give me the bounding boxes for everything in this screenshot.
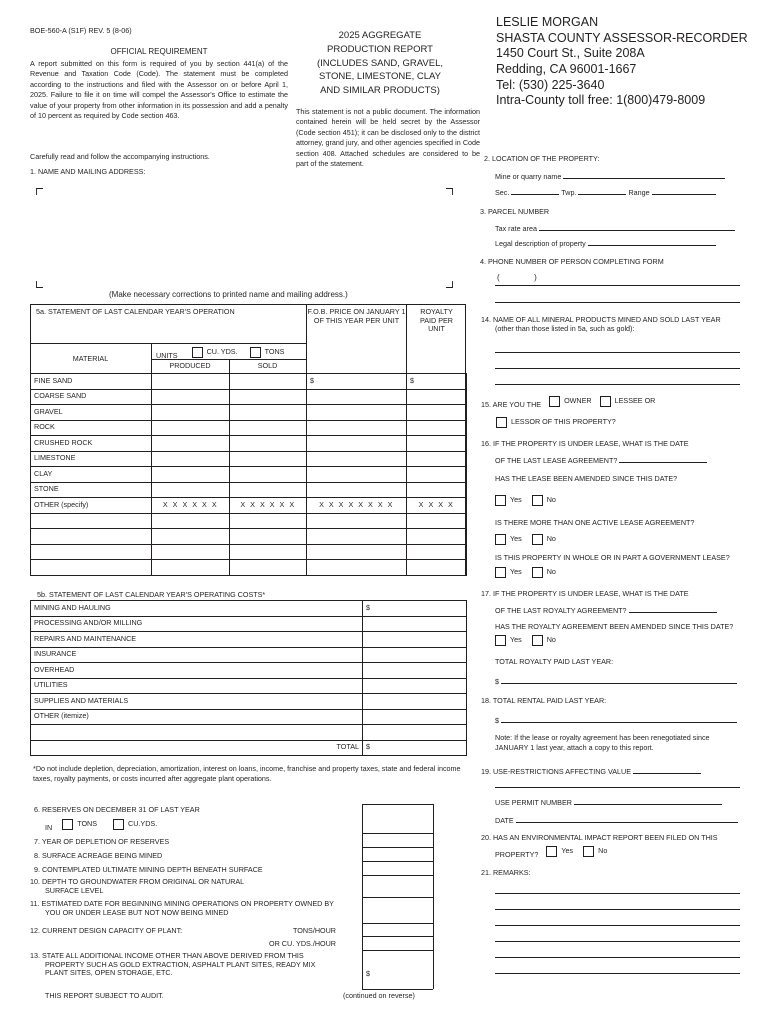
cost-row: [31, 709, 467, 725]
produced-input[interactable]: [152, 389, 230, 405]
q6-cuyds: CU.YDS.: [128, 819, 158, 829]
remarks-line[interactable]: [495, 973, 740, 974]
sec-label: Sec.: [495, 188, 510, 197]
s5b-heading: 5b. STATEMENT OF LAST CALENDAR YEAR'S OPERATING COSTS*: [37, 590, 266, 599]
sold-input[interactable]: [230, 529, 307, 545]
answer-col-top: [362, 804, 433, 805]
permit-row: [495, 796, 722, 808]
cuyds-label: CU. YDS.: [206, 347, 238, 357]
produced-input[interactable]: [152, 544, 230, 560]
sold-input[interactable]: [230, 436, 307, 452]
royalty-xs: X X X X: [407, 498, 467, 514]
more-no-checkbox[interactable]: [532, 534, 543, 545]
cost-input[interactable]: [363, 601, 467, 617]
cost-row: [31, 725, 467, 741]
produced-input[interactable]: [152, 467, 230, 483]
cost-row: [31, 663, 467, 679]
remarks-line[interactable]: [495, 941, 740, 942]
other-row: [31, 529, 467, 545]
q13-line: PROPERTY SUCH AS GOLD EXTRACTION, ASPHALT PLANT SITES, READY MIX: [45, 959, 316, 969]
s5b-rows: [30, 600, 467, 756]
total-input[interactable]: [363, 740, 467, 756]
material-row: [31, 436, 467, 452]
cost-input[interactable]: [363, 709, 467, 725]
q6-label: 6. RESERVES ON DECEMBER 31 OF LAST YEAR: [34, 805, 200, 814]
permit-label: USE PERMIT NUMBER: [495, 798, 572, 807]
confidentiality-text: This statement is not a public document. The information contained herein will be held secret by the Assessor (Code section 451); it can be disclosed only to the district attorney, grand jury, and other agencies specified in Code section 408. Attached schedules are considered to be part of the statement.: [296, 107, 480, 169]
fob-input[interactable]: [307, 389, 407, 405]
lessor-checkbox[interactable]: [496, 417, 507, 428]
sold-input[interactable]: [230, 560, 307, 576]
royalty-amended-yes-checkbox[interactable]: [495, 635, 506, 646]
q16-amended-label: HAS THE LEASE BEEN AMENDED SINCE THIS DATE?: [495, 474, 678, 483]
other-row: [31, 513, 467, 529]
rental-total-input[interactable]: [501, 714, 737, 723]
q19-row: [481, 765, 701, 777]
royalty-dollar: $: [410, 375, 414, 385]
audit-note: THIS REPORT SUBJECT TO AUDIT.: [45, 991, 164, 1000]
q17-amended-label: HAS THE ROYALTY AGREEMENT BEEN AMENDED SINCE THIS DATE?: [495, 622, 734, 631]
use-restrictions-input[interactable]: [633, 765, 701, 774]
q12-label: 12. CURRENT DESIGN CAPACITY OF PLANT:: [30, 926, 183, 935]
official-requirement-heading: OFFICIAL REQUIREMENT: [110, 47, 208, 56]
title-line: STONE, LIMESTONE, CLAY: [319, 71, 441, 83]
eir-yes-checkbox[interactable]: [546, 846, 557, 857]
material-label: COARSE SAND: [31, 389, 152, 405]
produced-input[interactable]: [152, 451, 230, 467]
fob-input[interactable]: [307, 560, 407, 576]
tax-rate-input[interactable]: [539, 222, 735, 231]
total-label: TOTAL: [31, 740, 363, 756]
q17-amended-row: [495, 635, 556, 649]
q20-label: 20. HAS AN ENVIRONMENTAL IMPACT REPORT BEEN FILED ON THIS: [481, 833, 718, 842]
royalty-input[interactable]: [407, 482, 467, 498]
royalty-amended-no-checkbox[interactable]: [532, 635, 543, 646]
permit-number-input[interactable]: [574, 796, 722, 805]
q16-amended-row: [495, 495, 556, 509]
cost-row: [31, 694, 467, 710]
q17-total-label: TOTAL ROYALTY PAID LAST YEAR:: [495, 657, 614, 666]
cost-row: [31, 647, 467, 663]
q7-answer[interactable]: [362, 847, 433, 848]
cost-input[interactable]: [363, 647, 467, 663]
cost-input[interactable]: [363, 678, 467, 694]
assessor-city: Redding, CA 96001-1667: [496, 61, 637, 76]
royalty-date-input[interactable]: [629, 604, 717, 613]
royalty-input[interactable]: [407, 467, 467, 483]
produced-header: PRODUCED: [169, 361, 211, 370]
sold-xs: X X X X X X: [230, 498, 307, 514]
q14-answer-3[interactable]: [495, 384, 740, 385]
cost-label: INSURANCE: [31, 647, 363, 663]
phone-row: [497, 273, 537, 283]
cost-label: OTHER (itemize): [31, 709, 363, 725]
mine-name-label: Mine or quarry name: [495, 172, 562, 181]
q2-mine-row: [495, 170, 725, 182]
material-row: [31, 498, 467, 514]
q15-label: 15. ARE YOU THE: [481, 400, 542, 409]
cost-row: [31, 632, 467, 648]
assessor-street: 1450 Court St., Suite 208A: [496, 46, 645, 61]
gov-no-checkbox[interactable]: [532, 567, 543, 578]
material-row: [31, 451, 467, 467]
q8-label: 8. SURFACE ACREAGE BEING MINED: [34, 851, 163, 860]
lessee-label: LESSEE OR: [614, 396, 656, 406]
q20-property-label: PROPERTY?: [495, 850, 539, 859]
sold-input[interactable]: [230, 513, 307, 529]
q14-answer-2[interactable]: [495, 368, 740, 369]
q16-more-row: [495, 534, 556, 548]
cost-row: [31, 616, 467, 632]
q9-answer[interactable]: [362, 875, 433, 876]
owner-checkbox[interactable]: [549, 396, 560, 407]
q16-gov-row: [495, 567, 556, 581]
fob-input[interactable]: [307, 482, 407, 498]
cost-label: MINING AND HAULING: [31, 601, 363, 617]
q9-label: 9. CONTEMPLATED ULTIMATE MINING DEPTH BENEATH SURFACE: [34, 865, 263, 874]
produced-input[interactable]: [152, 513, 230, 529]
remarks-line[interactable]: [495, 957, 740, 958]
lessor-label: LESSOR OF THIS PROPERTY?: [511, 417, 616, 427]
no-label: No: [546, 495, 556, 505]
q6-units-row: [45, 819, 157, 833]
q17-label: 17. IF THE PROPERTY IS UNDER LEASE, WHAT IS THE DATE: [481, 589, 689, 598]
q6-in: IN: [45, 823, 53, 832]
royalty-input[interactable]: [407, 436, 467, 452]
answer-col-right: [433, 804, 434, 989]
sold-input[interactable]: [230, 405, 307, 421]
assessor-phone: Tel: (530) 225-3640: [496, 77, 605, 92]
other-input[interactable]: [31, 513, 152, 529]
tax-rate-label: Tax rate area: [495, 224, 537, 233]
material-label: LIMESTONE: [31, 451, 152, 467]
q12-cuyds-answer[interactable]: [362, 950, 433, 951]
q1-label: 1. NAME AND MAILING ADDRESS:: [30, 167, 146, 176]
phone-input[interactable]: [495, 285, 740, 286]
address-corner-tr: [446, 188, 453, 195]
cost-label: UTILITIES: [31, 678, 363, 694]
produced-input[interactable]: [152, 482, 230, 498]
no-label: No: [546, 567, 556, 577]
fob-input[interactable]: [307, 374, 407, 390]
footnote-text: Do not include depletion, depreciation, amortization, interest on loans, income, franchise and property taxes, state and federal income taxes, royalty payments, or costs incurred after aggregate plant operations.: [33, 764, 461, 783]
q13-answer[interactable]: [362, 989, 433, 990]
q18-total-row: [495, 714, 737, 726]
cost-dollar: $: [366, 602, 370, 612]
address-corrections-note: (Make necessary corrections to printed name and mailing address.): [109, 290, 348, 299]
phone-paren-open: (: [497, 273, 500, 282]
instructions-note: Carefully read and follow the accompanying instructions.: [30, 152, 210, 161]
q3-label: 3. PARCEL NUMBER: [480, 207, 550, 216]
q6-tons: TONS: [77, 819, 98, 829]
cost-row: [31, 601, 467, 617]
material-row: [31, 467, 467, 483]
footnote-star: *: [33, 764, 36, 773]
fob-input[interactable]: [307, 544, 407, 560]
q15-row: [481, 396, 655, 410]
other-cost-input[interactable]: [31, 725, 363, 741]
q6-answer[interactable]: [362, 833, 433, 834]
total-dollar: $: [366, 742, 370, 752]
no-label: No: [546, 635, 556, 645]
q3-tax-row: [495, 222, 735, 234]
material-header: MATERIAL: [72, 354, 109, 363]
royalty-input[interactable]: [407, 389, 467, 405]
amended-yes-checkbox[interactable]: [495, 495, 506, 506]
s5a-divider: [30, 343, 306, 344]
other-row: [31, 544, 467, 560]
permit-date-input[interactable]: [516, 814, 738, 823]
s5a-heading: 5a. STATEMENT OF LAST CALENDAR YEAR'S OPERATION: [36, 307, 235, 316]
report-title: [310, 29, 450, 98]
sold-input[interactable]: [230, 389, 307, 405]
units-cuyds-checkbox[interactable]: [192, 347, 203, 358]
title-line: PRODUCTION REPORT: [327, 43, 433, 55]
twp-label: Twp.: [561, 188, 577, 197]
cost-label: REPAIRS AND MAINTENANCE: [31, 632, 363, 648]
q12-tons-hour: TONS/HOUR: [293, 926, 336, 935]
royalty-input[interactable]: [407, 529, 467, 545]
q16-date-row: [495, 454, 707, 466]
range-label: Range: [628, 188, 650, 197]
form-id: BOE-560-A (S1F) REV. 5 (8-06): [30, 26, 132, 35]
material-row: [31, 389, 467, 405]
q3-legal-row: [495, 237, 716, 249]
assessor-tollfree: Intra-County toll free: 1(800)479-8009: [496, 93, 706, 108]
eir-no-checkbox[interactable]: [583, 846, 594, 857]
produced-input[interactable]: [152, 420, 230, 436]
no-label: No: [546, 534, 556, 544]
material-label: GRAVEL: [31, 405, 152, 421]
q10-line: SURFACE LEVEL: [45, 885, 104, 895]
phone-paren-close: ): [534, 273, 537, 282]
sold-input[interactable]: [230, 374, 307, 390]
q4-label: 4. PHONE NUMBER OF PERSON COMPLETING FORM: [480, 257, 664, 266]
assessor-name: LESLIE MORGAN: [496, 15, 599, 29]
q18-note: Note: If the lease or royalty agreement has been renegotiated since JANUARY 1 last year, attach a copy to this report.: [495, 733, 710, 752]
fob-input[interactable]: [307, 513, 407, 529]
mailing-address-field[interactable]: [44, 195, 442, 279]
range-input[interactable]: [652, 186, 716, 195]
cost-input[interactable]: [363, 663, 467, 679]
q18-label: 18. TOTAL RENTAL PAID LAST YEAR:: [481, 696, 607, 705]
yes-label: Yes: [510, 495, 522, 505]
sold-input[interactable]: [230, 451, 307, 467]
other-row: [31, 560, 467, 576]
produced-xs: X X X X X X: [152, 498, 230, 514]
other-input[interactable]: [31, 544, 152, 560]
q13-label: [30, 952, 315, 978]
title-line: (INCLUDES SAND, GRAVEL,: [317, 57, 443, 69]
produced-input[interactable]: [152, 560, 230, 576]
units-label: UNITS: [156, 351, 178, 360]
q19-label: 19. USE-RESTRICTIONS AFFECTING VALUE: [481, 767, 632, 776]
material-label: ROCK: [31, 420, 152, 436]
q14-line: (other than those listed in 5a, such as gold):: [495, 323, 635, 333]
cost-label: SUPPLIES AND MATERIALS: [31, 694, 363, 710]
q6-cuyds-checkbox[interactable]: [113, 819, 124, 830]
cost-row: [31, 678, 467, 694]
q13-line: 13. STATE ALL ADDITIONAL INCOME OTHER THAN ABOVE DERIVED FROM THIS: [30, 951, 304, 960]
royalty-input[interactable]: [407, 513, 467, 529]
yes-label: Yes: [510, 635, 522, 645]
yes-label: Yes: [561, 846, 574, 856]
yes-label: Yes: [510, 534, 522, 544]
legal-desc-label: Legal description of property: [495, 239, 586, 248]
material-label: CRUSHED ROCK: [31, 436, 152, 452]
permit-date-label: DATE: [495, 816, 514, 825]
royalty-input[interactable]: [407, 374, 467, 390]
cost-input[interactable]: [363, 632, 467, 648]
fob-input[interactable]: [307, 529, 407, 545]
q13-line: PLANT SITES, OPEN STORAGE, ETC.: [45, 968, 173, 978]
material-label: CLAY: [31, 467, 152, 483]
cost-input[interactable]: [363, 616, 467, 632]
twp-input[interactable]: [578, 186, 626, 195]
q16-more-label: IS THERE MORE THAN ONE ACTIVE LEASE AGREEMENT?: [495, 518, 695, 527]
owner-label: OWNER: [564, 396, 592, 406]
sold-input[interactable]: [230, 420, 307, 436]
lessee-checkbox[interactable]: [600, 396, 611, 407]
fob-header: F.O.B. PRICE ON JANUARY 1 OF THIS YEAR PER UNIT: [307, 307, 406, 325]
sold-input[interactable]: [230, 482, 307, 498]
cost-input[interactable]: [363, 725, 467, 741]
royalty-input[interactable]: [407, 544, 467, 560]
q15-lessor-row: [496, 417, 616, 431]
fob-input[interactable]: [307, 467, 407, 483]
assessor-office: SHASTA COUNTY ASSESSOR-RECORDER: [496, 30, 748, 45]
q17-total-row: [495, 675, 737, 687]
material-row: [31, 405, 467, 421]
material-label: OTHER (specify): [31, 498, 152, 514]
q6-tons-checkbox[interactable]: [62, 819, 73, 830]
total-row: [31, 740, 467, 756]
cost-label: PROCESSING AND/OR MILLING: [31, 616, 363, 632]
sec-input[interactable]: [511, 186, 559, 195]
tons-label: TONS: [264, 347, 285, 357]
q20-row: [495, 846, 607, 860]
units-tons-checkbox[interactable]: [250, 347, 261, 358]
q17-date-label: OF THE LAST ROYALTY AGREEMENT?: [495, 606, 627, 615]
material-label: FINE SAND: [31, 374, 152, 390]
mine-name-input[interactable]: [563, 170, 725, 179]
q12-cuyds-hour: OR CU. YDS./HOUR: [269, 939, 336, 948]
q16-date-label: OF THE LAST LEASE AGREEMENT?: [495, 456, 618, 465]
q11-line: 11. ESTIMATED DATE FOR BEGINNING MINING OPERATIONS ON PROPERTY OWNED BY: [30, 899, 334, 908]
q14-answer-1[interactable]: [495, 352, 740, 353]
title-line: AND SIMILAR PRODUCTS): [320, 85, 440, 97]
fob-input[interactable]: [307, 451, 407, 467]
remarks-line[interactable]: [495, 893, 740, 894]
q13-dollar: $: [366, 969, 370, 978]
material-row: [31, 374, 467, 390]
use-restrictions-line[interactable]: [495, 787, 740, 788]
fob-input[interactable]: [307, 420, 407, 436]
material-row: [31, 420, 467, 436]
q11-line: YOU OR UNDER LEASE BUT NOT NOW BEING MINED: [45, 907, 229, 917]
royalty-input[interactable]: [407, 451, 467, 467]
produced-input[interactable]: [152, 374, 230, 390]
address-corner-tl: [36, 188, 43, 195]
permit-date-row: [495, 814, 738, 826]
cost-input[interactable]: [363, 694, 467, 710]
q7-label: 7. YEAR OF DEPLETION OF RESERVES: [34, 837, 170, 846]
q11-answer[interactable]: [362, 923, 433, 924]
q11-label: [30, 900, 334, 917]
other-input[interactable]: [31, 560, 152, 576]
q16-label: 16. IF THE PROPERTY IS UNDER LEASE, WHAT IS THE DATE: [481, 439, 689, 448]
sold-input[interactable]: [230, 467, 307, 483]
fob-input[interactable]: [307, 436, 407, 452]
q17-date-row: [495, 604, 717, 616]
royalty-input[interactable]: [407, 405, 467, 421]
q12-tons-answer[interactable]: [362, 936, 433, 937]
sold-header: SOLD: [257, 361, 278, 370]
q14-line: 14. NAME OF ALL MINERAL PRODUCTS MINED AND SOLD LAST YEAR: [481, 315, 721, 324]
royalty-dollar: $: [495, 677, 499, 686]
fob-input[interactable]: [307, 405, 407, 421]
fob-xs: X X X X X X X X: [307, 498, 407, 514]
address-corner-br: [446, 281, 453, 288]
produced-input[interactable]: [152, 436, 230, 452]
produced-input[interactable]: [152, 529, 230, 545]
produced-input[interactable]: [152, 405, 230, 421]
q2-label: 2. LOCATION OF THE PROPERTY:: [484, 154, 600, 163]
lease-date-input[interactable]: [619, 454, 707, 463]
cost-label: OVERHEAD: [31, 663, 363, 679]
legal-desc-input[interactable]: [588, 237, 716, 246]
q8-answer[interactable]: [362, 861, 433, 862]
royalty-input[interactable]: [407, 560, 467, 576]
q16-gov-label: IS THIS PROPERTY IN WHOLE OR IN PART A GOVERNMENT LEASE?: [495, 553, 730, 562]
royalty-input[interactable]: [407, 420, 467, 436]
title-line: 2025 AGGREGATE: [338, 30, 422, 41]
q14-label: [481, 316, 721, 333]
gov-yes-checkbox[interactable]: [495, 567, 506, 578]
amended-no-checkbox[interactable]: [532, 495, 543, 506]
continued-note: (continued on reverse): [343, 991, 415, 1000]
royalty-header: ROYALTY PAID PER UNIT: [419, 307, 454, 334]
q10-label: [30, 878, 244, 895]
s5b-footnote: [33, 764, 465, 783]
address-corner-bl: [36, 281, 43, 288]
rental-dollar: $: [495, 716, 499, 725]
other-input[interactable]: [31, 529, 152, 545]
q10-line: 10. DEPTH TO GROUNDWATER FROM ORIGINAL OR NATURAL: [30, 877, 245, 886]
units-row: [156, 347, 284, 361]
royalty-total-input[interactable]: [501, 675, 737, 684]
fob-dollar: $: [310, 375, 314, 385]
q21-label: 21. REMARKS:: [481, 868, 531, 877]
phone-line-2[interactable]: [495, 302, 740, 303]
assessor-block: [496, 15, 748, 109]
yes-label: Yes: [510, 567, 522, 577]
sold-input[interactable]: [230, 544, 307, 560]
remarks-line[interactable]: [495, 925, 740, 926]
no-label: No: [598, 846, 608, 856]
material-row: [31, 482, 467, 498]
q10-answer[interactable]: [362, 897, 433, 898]
material-label: STONE: [31, 482, 152, 498]
remarks-line[interactable]: [495, 909, 740, 910]
q2-location-row: [495, 186, 716, 198]
official-requirement-text: A report submitted on this form is required of you by section 441(a) of the Revenue and Taxation Code (Code). The statement must be completed according to the instructions and filed with the Assessor on or before April 1, 2025. Failure to file it on time will compel the Assessor's Office to estimate the value of your property from other information in its possession and add a penalty of 10 percent as required by Code section 463.: [30, 59, 288, 121]
more-yes-checkbox[interactable]: [495, 534, 506, 545]
s5a-rows: [30, 373, 467, 576]
